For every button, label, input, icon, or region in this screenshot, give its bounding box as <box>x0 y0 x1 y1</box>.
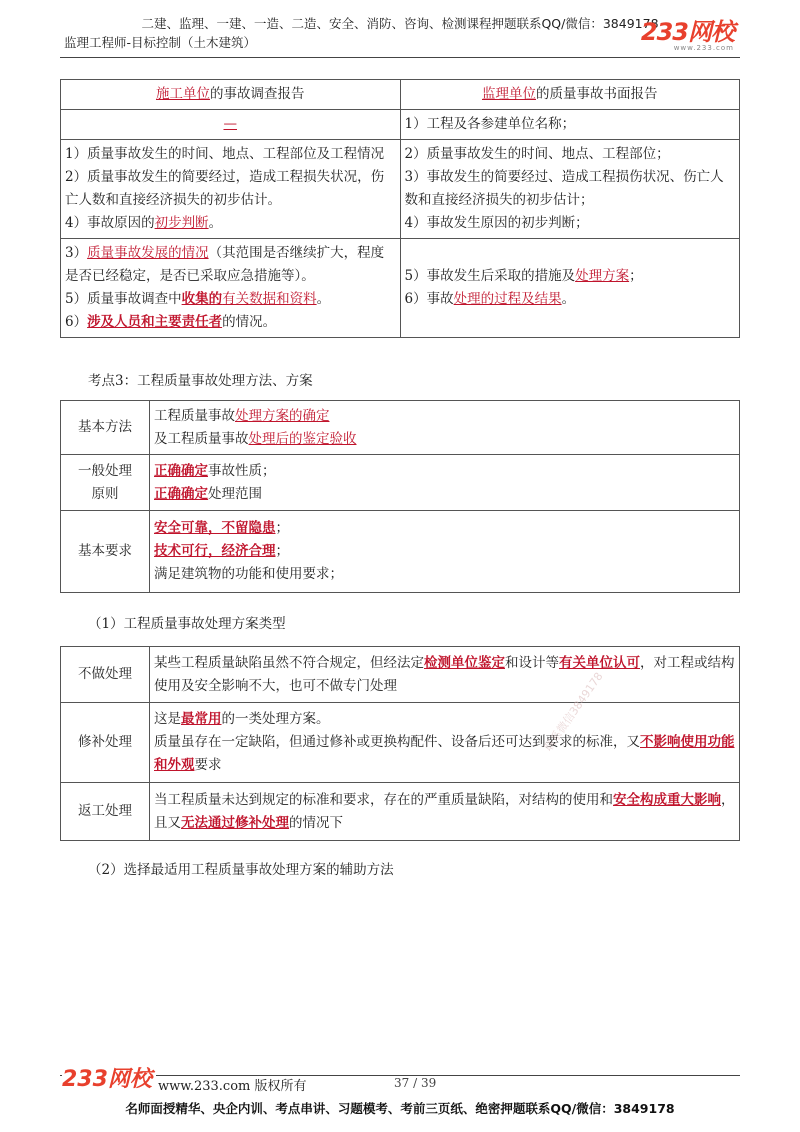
footer-bottom-line: 名师面授精华、央企内训、考点串讲、习题模考、考前三页纸、绝密押题联系QQ/微信：3849178 <box>125 1101 675 1116</box>
r3c2-line1 <box>405 265 736 288</box>
plan-row2-l1-b: 的一类处理方案。 <box>221 711 330 727</box>
plan-row2-content <box>150 703 740 783</box>
col1-title-rest: 的事故调查报告 <box>210 86 305 102</box>
plan-row3-a: 当工程质量未达到规定的标准和要求，存在的严重质量缺陷，对结构的使用和 <box>154 791 613 808</box>
plan-row3-content <box>150 783 740 841</box>
row3-l2-red: 技术可行，经济合理 <box>154 543 276 559</box>
plan-row-2 <box>61 703 740 783</box>
plan-row3-red1: 安全构成重大影响 <box>613 791 721 808</box>
r3c2-l1-red: 处理方案 <box>575 268 630 284</box>
plan-row1-red2: 有关单位认可 <box>559 654 640 671</box>
plan-row1-content <box>150 647 740 703</box>
row3-l1-red: 安全可靠，不留隐患 <box>154 520 276 536</box>
methods-table <box>60 400 740 593</box>
plan-row3-c: 的情况下 <box>289 814 343 831</box>
row1-l1-a: 工程质量事故 <box>154 407 235 424</box>
r3c1-line1 <box>65 242 396 288</box>
col2-title-rest: 的质量事故书面报告 <box>536 86 658 102</box>
methods-row1-line1 <box>154 405 735 428</box>
methods-row3-line2 <box>154 540 735 563</box>
r3c1-l3-red: 涉及人员和主要责任者 <box>87 314 223 330</box>
r3c1-l2-red1: 收集的 <box>181 291 223 307</box>
plan-row1-a: 某些工程质量缺陷虽然不符合规定，但经法定 <box>154 654 424 671</box>
plan-row2-line2 <box>154 731 735 777</box>
row2-l2-b: 处理范围 <box>208 485 262 502</box>
footer-url: www.233.com 版权所有 <box>158 1079 307 1094</box>
row2-label-l1: 一般处理 <box>78 462 132 479</box>
header-divider <box>60 57 740 58</box>
row2-l2-red: 正确确定 <box>154 485 208 502</box>
plan-row3-b: ，且又 <box>154 791 735 831</box>
r3c2-l2-b: 。 <box>561 291 576 307</box>
r3c2-l1-a: 5）事故发生后采取的措施及 <box>404 268 576 284</box>
r2c2-line1: 2）质量事故发生的时间、地点、工程部位； <box>404 146 670 162</box>
methods-row3-content <box>150 511 740 593</box>
r3c1-l3-b: 的情况。 <box>222 314 277 330</box>
methods-row-1 <box>61 401 740 455</box>
r3c1-l3-a: 6） <box>65 314 88 330</box>
row1-l2-a: 及工程质量事故 <box>154 430 249 447</box>
report-r1c1: — <box>61 110 401 140</box>
report-row-3 <box>61 239 740 338</box>
plan-row-1 <box>61 647 740 703</box>
plan-row3-label: 返工处理 <box>61 783 150 841</box>
methods-row2-line1 <box>154 460 735 483</box>
report-row-1 <box>61 110 740 140</box>
plan-row2-l1-red: 最常用 <box>181 711 222 727</box>
r2c2-line3: 4）事故发生原因的初步判断； <box>404 215 589 231</box>
report-r2c1 <box>61 140 401 239</box>
r3c2-line2 <box>405 288 736 311</box>
col1-title-red: 施工单位 <box>156 86 210 102</box>
r3c1-l1-a: 3） <box>65 245 88 261</box>
plan-row3-red2: 无法通过修补处理 <box>181 814 289 831</box>
plan-row2-label: 修补处理 <box>61 703 150 783</box>
r3c2-l2-a: 6）事故 <box>404 291 454 307</box>
plan-row1-b: 和设计等 <box>505 654 559 671</box>
r2c2-line2: 3）事故发生的简要经过、造成工程损伤状况、伤亡人数和直接经济损失的初步估计； <box>404 169 724 208</box>
row2-l1-b: 事故性质； <box>208 462 276 479</box>
section2-title: （2）选择最适用工程质量事故处理方案的辅助方法 <box>88 862 394 878</box>
section1-title: （1）工程质量事故处理方案类型 <box>88 616 286 632</box>
plan-row1-red1: 检测单位鉴定 <box>424 654 505 671</box>
row3-l1-b: ； <box>275 520 289 536</box>
methods-row2-content <box>150 455 740 511</box>
r3c1-l2-a: 5）质量事故调查中 <box>65 291 182 307</box>
r3c2-l1-b: ； <box>629 268 643 284</box>
methods-row3-line1 <box>154 517 735 540</box>
methods-row2-line2 <box>154 483 735 506</box>
r3c2-l2-red: 处理的过程及结果 <box>453 291 562 307</box>
header-logo-url: www.233.com <box>673 44 734 52</box>
methods-row-2 <box>61 455 740 511</box>
methods-row2-label <box>61 455 150 511</box>
methods-row1-line2 <box>154 428 735 451</box>
r2c1-line3 <box>65 212 396 235</box>
header-logo-text: 233网校 <box>640 18 734 46</box>
r3c1-l2-b: 。 <box>316 291 331 307</box>
plan-row2-line1 <box>154 708 735 731</box>
header-logo <box>641 20 734 52</box>
row3-l2-b: ； <box>275 543 289 559</box>
page-number: 37 / 39 <box>394 1076 437 1090</box>
r3c1-l1-b: （其范围是否继续扩大，程度是否已经稳定，是否已采取应急措施等）。 <box>65 245 385 284</box>
r2c1-line1: 1）质量事故发生的时间、地点、工程部位及工程情况 <box>65 146 385 162</box>
row1-l2-red: 处理后的鉴定验收 <box>248 430 357 447</box>
report-table <box>60 79 740 338</box>
plan-row2-l1-a: 这是 <box>154 711 181 727</box>
report-row-2 <box>61 140 740 239</box>
report-col2-title <box>400 80 740 110</box>
row2-l1-red: 正确确定 <box>154 462 208 479</box>
report-r3c1 <box>61 239 401 338</box>
r2c1-line2: 2）质量事故发生的简要经过，造成工程损失状况，伤亡人数和直接经济损失的初步估计。 <box>65 169 385 208</box>
header-subtitle: 监理工程师-目标控制（土木建筑） <box>64 35 257 50</box>
r3c1-line2 <box>65 288 396 311</box>
plan-row1-label: 不做处理 <box>61 647 150 703</box>
r2c1-l3-red: 初步判断 <box>154 215 209 231</box>
report-table-header <box>61 80 740 110</box>
col2-title-red: 监理单位 <box>482 86 536 102</box>
r3c1-l1-red: 质量事故发展的情况 <box>87 245 209 261</box>
plan-row-3 <box>61 783 740 841</box>
plan-row2-l2-red: 不影响使用功能和外观 <box>154 734 735 773</box>
row2-label-l2: 原则 <box>91 485 119 502</box>
methods-row3-label: 基本要求 <box>61 511 150 593</box>
r3c1-l2-red2: 有关数据和资料 <box>222 291 317 307</box>
report-r2c2 <box>400 140 740 239</box>
watermark: 联系微信3849178 <box>541 669 606 754</box>
plan-row2-l2-a: 质量虽存在一定缺陷，但通过修补或更换构配件、设备后还可达到要求的标准，又 <box>154 734 640 750</box>
methods-row1-content <box>150 401 740 455</box>
footer-logo: 233网校 <box>62 1062 156 1093</box>
kaodian3-title: 考点3：工程质量事故处理方法、方案 <box>88 373 313 389</box>
r2c1-l3-b: 。 <box>208 215 223 231</box>
plan-row2-l2-b: 要求 <box>194 757 222 773</box>
methods-row1-label: 基本方法 <box>61 401 150 455</box>
plan-row1-c: ，对工程或结构使用及安全影响不大，也可不做专门处理 <box>154 654 735 694</box>
row1-l1-red: 处理方案的确定 <box>235 407 330 424</box>
plan-table <box>60 646 740 841</box>
methods-row-3 <box>61 511 740 593</box>
r2c1-l3-a: 4）事故原因的 <box>65 215 155 231</box>
methods-row3-line3: 满足建筑物的功能和使用要求； <box>154 566 343 582</box>
report-r1c2: 1）工程及各参建单位名称； <box>400 110 740 140</box>
header-top-line: 二建、监理、一建、一造、二造、安全、消防、咨询、检测课程押题联系QQ/微信：3849178 <box>141 16 659 31</box>
report-col1-title <box>61 80 401 110</box>
r3c1-line3 <box>65 311 396 334</box>
report-r3c2 <box>400 239 740 338</box>
